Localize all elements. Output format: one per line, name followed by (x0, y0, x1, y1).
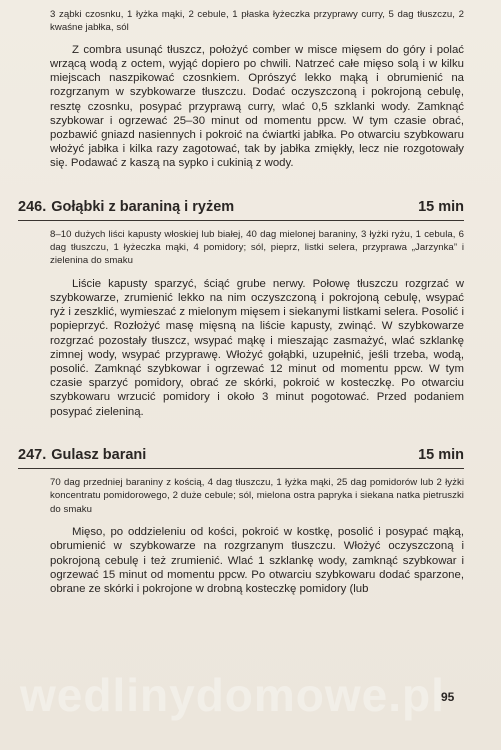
recipe-247-ingredients: 70 dag przedniej baraniny z kością, 4 dag tłuszczu, 1 łyżka mąki, 25 dag pomidorów lub 2 łyżki koncentratu pomidorowego, 2 duże cebule; sól, mielona ostra papryka i siekana natka pietruszki do smaku (50, 476, 464, 515)
recipe-247-header (18, 447, 464, 469)
page-content (18, 8, 464, 596)
recipe-title: Gulasz barani (51, 446, 147, 463)
page-number: 95 (441, 690, 455, 704)
recipe-246-header (18, 199, 464, 221)
recipe-246-instructions: Liście kapusty sparzyć, ściąć grube nerwy. Połowę tłuszczu rozgrzać w szybkowarze, zrumienić lekko na nim oczyszczoną i pokrojoną cebulę, wsypać ryż i zeszklić, wymieszać z mielonym mięsem i siekanymi listkami selera. Posolić i popieprzyć. Rozłożyć masę mięsną na liście kapusty, zwinąć. W szybkowarze rozgrzać pozostały tłuszcz, wsypać mąkę i mieszając zasmażyć, wlać szklankę zimnej wody, wsypać przyprawę. Włożyć gołąbki, uzupełnić, jeśli trzeba, wodą, posolić. Zamknąć szybkowar i ogrzewać 12 minut od momentu ppcw. W tym czasie sparzyć pomidory, obrać ze skórki, pokroić w kosteczkę. Po otwarciu szybkowaru wrzucić pomidory i około 3 minut pogotować. Przed podaniem posypać zieleniną. (50, 277, 464, 418)
recipe-time: 15 min (418, 446, 464, 463)
recipe-247-instructions: Mięso, po oddzieleniu od kości, pokroić w kostkę, posolić i posypać mąką, obrumienić w szybkowarze na rozgrzanym tłuszczu. Włożyć oczyszczoną i pokrojoną cebulę i też zrumienić. Wlać 1 szklankę wody, zamknąć szybkowar i ogrzewać 15 minut od momentu ppcw. Po otwarciu szybkowaru dodać sparzone, obrane ze skórki i pokrojone w drobną kosteczkę pomidory (lub (50, 526, 464, 595)
recipe-time: 15 min (418, 198, 464, 215)
intro-ingredients: 3 ząbki czosnku, 1 łyżka mąki, 2 cebule, 1 płaska łyżeczka przyprawy curry, 5 dag tłuszczu, 2 kwaśne jabłka, sól (50, 9, 464, 34)
intro-instructions: Z combra usunąć tłuszcz, położyć comber w misce mięsem do góry i polać wrzącą wodą z octem, wyjąć dopiero po chwili. Natrzeć całe mięso solą i w kilku miejscach naszpikować czosnkiem. Oprószyć lekko mąką i obrumienić na rozgrzanym w szybkowarze tłuszczu. Dodać oczyszczoną i pokrojoną cebulę, resztę czosnku, posypać przyprawą curry, wlać 0,5 szklanki wody. Zamknąć szybkowar i ogrzewać 25–30 minut od momentu ppcw. W tym czasie obrać, pozbawić gniazd nasiennych i pokroić na ćwiartki jabłka. Po otwarciu szybkowaru włożyć jabłka i kilka razy zagotować, tak by jabłka zmiękły, lecz nie rozgotowały się. Podawać z kaszą na sypko i cukinią z wody. (50, 43, 464, 170)
recipe-title: Gołąbki z baraniną i ryżem (51, 198, 235, 215)
recipe-number: 246. (18, 198, 47, 215)
recipe-number: 247. (18, 446, 47, 463)
watermark: wedlinydomowe.pl (20, 669, 445, 721)
recipe-246-ingredients: 8–10 dużych liści kapusty włoskiej lub białej, 40 dag mielonej baraniny, 3 łyżki ryżu, 1 cebula, 6 dag tłuszczu, 1 łyżeczka mąki, 4 pomidory; sól, pieprz, listki selera, przyprawa „Jarzynka” i zielenina do smaku (50, 228, 464, 267)
